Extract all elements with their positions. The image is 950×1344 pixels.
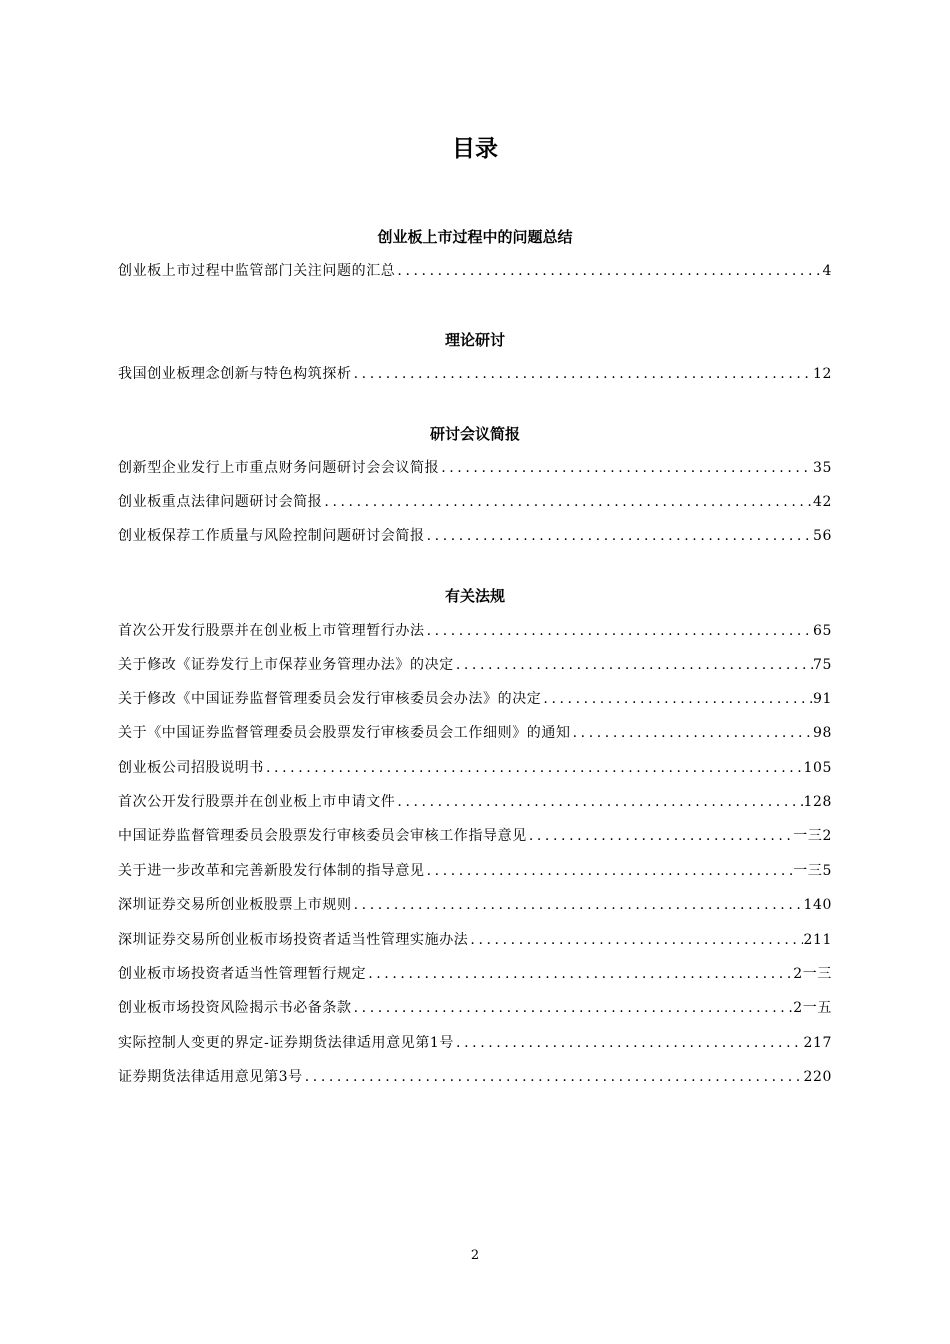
section-heading-theory: 理论研讨 xyxy=(444,331,505,349)
section-heading-listing-issues: 创业板上市过程中的问题总结 xyxy=(377,228,573,246)
toc-entry[interactable] xyxy=(118,757,832,779)
dot-leader xyxy=(454,654,813,676)
toc-entry[interactable] xyxy=(118,491,832,513)
toc-entry[interactable] xyxy=(118,963,832,985)
toc-entry-title: 深圳证券交易所创业板市场投资者适当性管理实施办法 xyxy=(118,932,469,948)
toc-entry-page: 128 xyxy=(803,794,832,810)
toc-entry[interactable] xyxy=(118,1032,832,1054)
toc-entry-page: 75 xyxy=(812,657,832,673)
toc-entry[interactable] xyxy=(118,457,832,479)
dot-leader xyxy=(468,929,803,951)
page-number: 2 xyxy=(470,1248,480,1263)
toc-entry-page: 56 xyxy=(812,528,832,544)
toc-entry-page: 140 xyxy=(803,897,832,913)
toc-entry[interactable] xyxy=(118,791,832,813)
dot-leader xyxy=(352,894,804,916)
toc-entry-title: 首次公开发行股票并在创业板上市申请文件 xyxy=(118,794,396,810)
toc-entry-title: 创业板市场投资者适当性管理暂行规定 xyxy=(118,966,367,982)
toc-entry-title: 深圳证券交易所创业板股票上市规则 xyxy=(118,897,352,913)
toc-entry[interactable] xyxy=(118,363,832,385)
toc-entry[interactable] xyxy=(118,260,832,282)
toc-entry-title: 创业板公司招股说明书 xyxy=(118,760,264,776)
toc-entry-page: 220 xyxy=(803,1069,832,1085)
toc-entry-page: 105 xyxy=(803,760,832,776)
dot-leader xyxy=(439,457,813,479)
dot-leader xyxy=(352,997,794,1019)
toc-entry-page: 2一五 xyxy=(793,1000,832,1016)
toc-entry[interactable] xyxy=(118,929,832,951)
dot-leader xyxy=(571,722,813,744)
page-title: 目录 xyxy=(452,136,498,162)
dot-leader xyxy=(425,620,813,642)
dot-leader xyxy=(352,363,813,385)
toc-entry-title: 证券期货法律适用意见第3号 xyxy=(118,1069,303,1085)
toc-entry[interactable] xyxy=(118,894,832,916)
toc-entry-title: 首次公开发行股票并在创业板上市管理暂行办法 xyxy=(118,623,425,639)
dot-leader xyxy=(527,825,793,847)
section-heading-regulations: 有关法规 xyxy=(444,587,505,605)
toc-entry-page: 42 xyxy=(812,494,832,510)
toc-entry-page: 2一三 xyxy=(793,966,832,982)
toc-entry-title: 中国证券监督管理委员会股票发行审核委员会审核工作指导意见 xyxy=(118,828,527,844)
toc-entry-page: 65 xyxy=(812,623,832,639)
toc-entry-title: 创业板市场投资风险揭示书必备条款 xyxy=(118,1000,352,1016)
toc-entry-title: 关于《中国证券监督管理委员会股票发行审核委员会工作细则》的通知 xyxy=(118,725,571,741)
toc-entry[interactable] xyxy=(118,1066,832,1088)
dot-leader xyxy=(425,860,794,882)
toc-entry[interactable] xyxy=(118,997,832,1019)
toc-entry-page: 211 xyxy=(803,932,832,948)
toc-entry-title: 关于进一步改革和完善新股发行体制的指导意见 xyxy=(118,863,425,879)
dot-leader xyxy=(395,791,803,813)
dot-leader xyxy=(322,491,813,513)
toc-entry-title: 关于修改《证券发行上市保荐业务管理办法》的决定 xyxy=(118,657,454,673)
section-heading-seminar-briefs: 研讨会议简报 xyxy=(429,425,520,443)
toc-entry-page: 一三2 xyxy=(793,828,832,844)
toc-entry-title: 创业板保荐工作质量与风险控制问题研讨会简报 xyxy=(118,528,425,544)
toc-entry-page: 98 xyxy=(812,725,832,741)
toc-entry[interactable] xyxy=(118,654,832,676)
toc-entry[interactable] xyxy=(118,825,832,847)
toc-entry-title: 创业板上市过程中监管部门关注问题的汇总 xyxy=(118,263,396,279)
toc-entry[interactable] xyxy=(118,722,832,744)
toc-entry-page: 4 xyxy=(822,263,832,279)
toc-entry-page: 217 xyxy=(803,1035,832,1051)
toc-entry-page: 一三5 xyxy=(793,863,832,879)
dot-leader xyxy=(425,525,813,547)
toc-entry[interactable] xyxy=(118,620,832,642)
dot-leader xyxy=(541,688,813,710)
toc-entry-title: 关于修改《中国证券监督管理委员会发行审核委员会办法》的决定 xyxy=(118,691,542,707)
toc-entry[interactable] xyxy=(118,860,832,882)
toc-entry-title: 我国创业板理念创新与特色构筑探析 xyxy=(118,366,352,382)
toc-entry-page: 91 xyxy=(812,691,832,707)
toc-entry-page: 12 xyxy=(812,366,832,382)
toc-entry-title: 实际控制人变更的界定-证券期货法律适用意见第1号 xyxy=(118,1035,455,1051)
dot-leader xyxy=(366,963,793,985)
dot-leader xyxy=(303,1066,804,1088)
toc-entry[interactable] xyxy=(118,525,832,547)
dot-leader xyxy=(264,757,803,779)
dot-leader xyxy=(454,1032,803,1054)
toc-entry-page: 35 xyxy=(812,460,832,476)
dot-leader xyxy=(395,260,822,282)
toc-entry[interactable] xyxy=(118,688,832,710)
toc-entry-title: 创新型企业发行上市重点财务问题研讨会会议简报 xyxy=(118,460,440,476)
toc-entry-title: 创业板重点法律问题研讨会简报 xyxy=(118,494,323,510)
